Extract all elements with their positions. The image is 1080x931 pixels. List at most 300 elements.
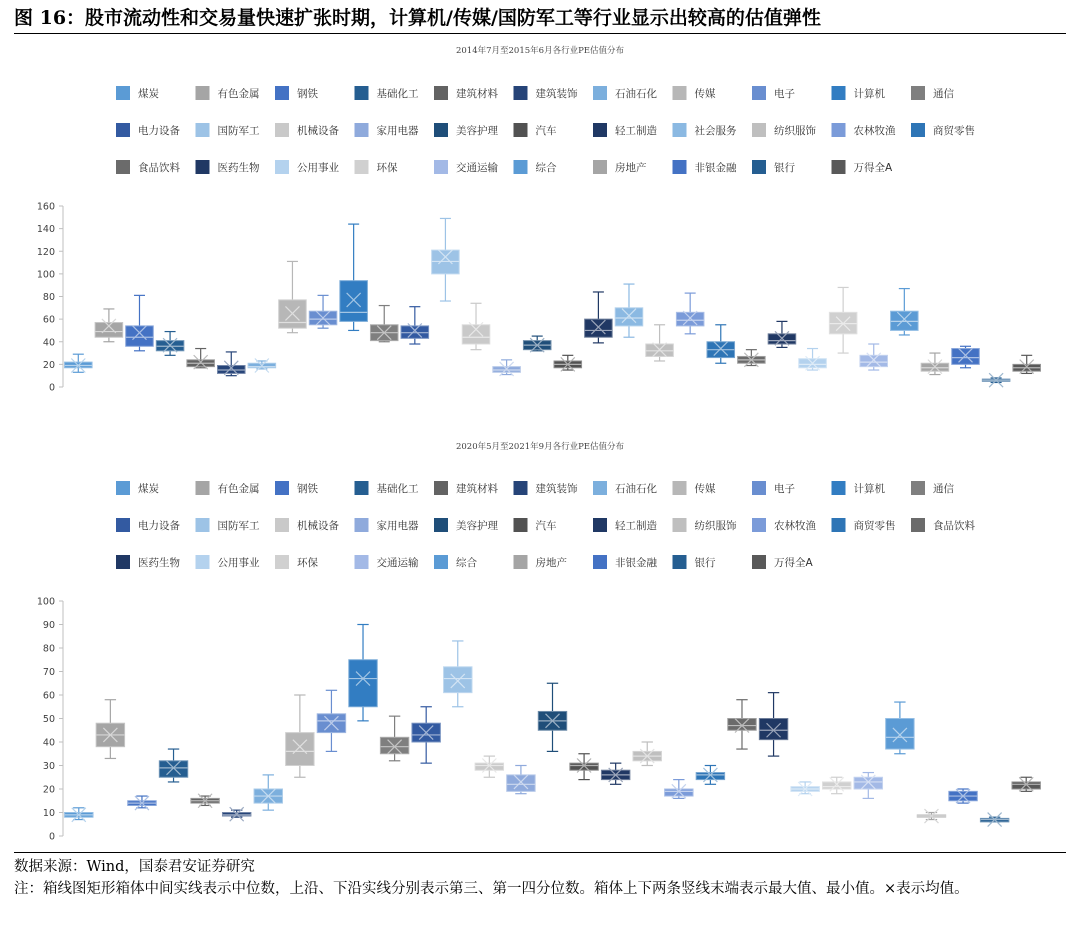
legend-swatch xyxy=(673,481,687,495)
legend-swatch xyxy=(434,555,448,569)
box-8 xyxy=(317,690,345,751)
legend-label: 煤炭 xyxy=(138,88,159,100)
legend-label: 纺织服饰 xyxy=(774,125,816,137)
iqr-box xyxy=(854,777,882,789)
box-21 xyxy=(728,700,756,749)
box-10 xyxy=(370,306,398,342)
legend-swatch xyxy=(514,160,528,174)
legend-label: 通信 xyxy=(933,483,954,495)
legend-label: 电力设备 xyxy=(138,520,180,532)
box-4 xyxy=(187,349,215,370)
legend-swatch xyxy=(911,518,925,532)
box-13 xyxy=(462,303,490,349)
legend-label: 食品饮料 xyxy=(933,520,975,532)
legend-swatch xyxy=(275,481,289,495)
legend-label: 万得全A xyxy=(853,162,893,174)
legend-label: 轻工制造 xyxy=(615,125,657,137)
box-29 xyxy=(980,813,1008,827)
legend-swatch xyxy=(355,123,369,137)
legend-item xyxy=(355,160,398,174)
legend-label: 国防军工 xyxy=(217,520,260,532)
legend-swatch xyxy=(434,518,448,532)
legend-swatch xyxy=(196,481,210,495)
legend-label: 基础化工 xyxy=(376,88,419,100)
legend-item xyxy=(434,481,498,495)
legend-item xyxy=(116,481,159,495)
legend-swatch xyxy=(434,481,448,495)
box-16 xyxy=(554,355,582,371)
legend-label: 传媒 xyxy=(694,88,716,100)
legend-swatch xyxy=(832,123,846,137)
box-4 xyxy=(191,794,219,808)
iqr-box xyxy=(159,761,187,777)
legend-item xyxy=(752,123,816,137)
legend-label: 非银金融 xyxy=(615,557,657,569)
box-5 xyxy=(222,807,250,821)
legend-label: 农林牧渔 xyxy=(853,125,896,137)
legend-swatch xyxy=(275,555,289,569)
legend-item xyxy=(752,518,816,532)
legend-item xyxy=(752,86,795,100)
legend-item xyxy=(116,123,180,137)
legend-swatch xyxy=(196,86,210,100)
legend-item xyxy=(434,160,498,174)
legend-swatch xyxy=(514,123,528,137)
y-tick-label: 20 xyxy=(42,359,55,371)
legend-item xyxy=(832,160,893,174)
box-18 xyxy=(633,742,661,766)
iqr-box xyxy=(696,773,724,780)
y-tick-label: 100 xyxy=(36,269,55,281)
y-tick-label: 80 xyxy=(42,292,55,303)
y-tick-label: 20 xyxy=(42,784,55,796)
legend-swatch xyxy=(196,518,210,532)
legend-label: 社会服务 xyxy=(694,125,737,137)
legend-label: 建筑装饰 xyxy=(535,88,578,100)
legend-swatch xyxy=(673,518,687,532)
legend-item xyxy=(593,86,657,100)
iqr-box xyxy=(1012,782,1040,789)
box-15 xyxy=(523,336,551,352)
legend-item xyxy=(673,555,716,569)
legend-label: 计算机 xyxy=(853,483,885,495)
legend-swatch xyxy=(593,123,607,137)
legend-item xyxy=(116,518,180,532)
data-source: 数据来源：Wind，国泰君安证券研究 xyxy=(14,859,255,875)
legend-item xyxy=(514,123,557,137)
legend-label: 美容护理 xyxy=(456,520,498,532)
legend-swatch xyxy=(355,555,369,569)
legend-label: 食品饮料 xyxy=(138,162,180,174)
legend-item xyxy=(832,518,896,532)
box-31 xyxy=(1013,355,1041,373)
legend-item xyxy=(593,555,657,569)
legend-item xyxy=(196,160,260,174)
legend-item xyxy=(275,160,339,174)
legend-item xyxy=(514,555,568,569)
legend-label: 综合 xyxy=(456,557,477,569)
legend-item xyxy=(355,555,419,569)
box-20 xyxy=(676,293,704,334)
legend-swatch xyxy=(116,86,130,100)
iqr-box xyxy=(507,775,535,791)
box-2 xyxy=(128,796,156,810)
box-9 xyxy=(340,224,368,330)
box-18 xyxy=(615,284,643,337)
legend-item xyxy=(832,123,896,137)
chart-note: 注：箱线图矩形箱体中间实线表示中位数，上沿、下沿实线分别表示第三、第一四分位数。箱体上下两条竖线末端表示最大值、最小值。×表示均值。 xyxy=(14,881,969,897)
box-17 xyxy=(585,292,613,343)
legend-swatch xyxy=(116,481,130,495)
legend-label: 公用事业 xyxy=(217,557,260,569)
chart-title: 2014年7月至2015年6月各行业PE估值分布 xyxy=(455,46,625,56)
legend-label: 通信 xyxy=(933,88,954,100)
legend-swatch xyxy=(673,86,687,100)
legend-item xyxy=(355,123,419,137)
box-12 xyxy=(432,218,460,301)
iqr-box xyxy=(462,325,490,344)
legend-item xyxy=(355,481,419,495)
box-24 xyxy=(823,777,851,793)
legend-item xyxy=(832,481,886,495)
y-tick-label: 60 xyxy=(42,314,55,326)
legend-label: 机械设备 xyxy=(297,520,339,532)
legend-label: 石油石化 xyxy=(615,88,657,100)
legend-label: 环保 xyxy=(297,557,318,569)
title-divider xyxy=(14,33,1066,34)
box-23 xyxy=(791,782,819,796)
legend-label: 医药生物 xyxy=(138,557,180,569)
chart-title: 2020年5月至2021年9月各行业PE估值分布 xyxy=(455,442,625,452)
legend-item xyxy=(275,481,318,495)
legend-item xyxy=(355,518,419,532)
legend-swatch xyxy=(832,86,846,100)
legend-label: 有色金属 xyxy=(217,483,260,495)
iqr-box xyxy=(759,719,787,740)
legend-swatch xyxy=(752,86,766,100)
iqr-box xyxy=(475,763,503,770)
legend-item xyxy=(196,86,260,100)
legend-swatch xyxy=(434,123,448,137)
legend-item xyxy=(673,518,737,532)
legend-swatch xyxy=(355,86,369,100)
legend-label: 非银金融 xyxy=(694,162,737,174)
legend-item xyxy=(434,86,498,100)
iqr-box xyxy=(952,349,980,365)
legend-swatch xyxy=(752,160,766,174)
legend-item xyxy=(673,123,737,137)
legend-swatch xyxy=(196,160,210,174)
box-26 xyxy=(860,344,888,370)
legend-swatch xyxy=(832,481,846,495)
legend-label: 房地产 xyxy=(615,162,647,174)
pe-boxplot-chart-2020-2021 xyxy=(0,432,1080,842)
iqr-box xyxy=(823,782,851,789)
legend-item xyxy=(593,481,657,495)
box-13 xyxy=(475,756,503,777)
legend-label: 万得全A xyxy=(774,557,813,569)
legend-swatch xyxy=(275,518,289,532)
y-tick-label: 0 xyxy=(48,382,55,394)
box-29 xyxy=(952,346,980,367)
legend-item xyxy=(196,555,260,569)
legend-item xyxy=(434,555,477,569)
legend-label: 基础化工 xyxy=(376,483,419,495)
legend-label: 轻工制造 xyxy=(615,520,657,532)
legend-swatch xyxy=(593,518,607,532)
box-24 xyxy=(799,349,827,371)
legend-item xyxy=(196,481,260,495)
legend-label: 电力设备 xyxy=(138,125,180,137)
box-16 xyxy=(570,754,598,780)
legend-item xyxy=(752,555,813,569)
legend-label: 商贸零售 xyxy=(933,125,975,137)
iqr-box xyxy=(126,326,154,346)
box-30 xyxy=(1012,777,1040,791)
box-17 xyxy=(601,763,629,784)
box-28 xyxy=(921,353,949,374)
box-11 xyxy=(412,707,440,763)
legend-swatch xyxy=(752,123,766,137)
box-27 xyxy=(917,809,945,823)
legend-swatch xyxy=(275,160,289,174)
legend-swatch xyxy=(514,86,528,100)
box-23 xyxy=(768,321,796,347)
legend-swatch xyxy=(832,518,846,532)
box-6 xyxy=(254,775,282,810)
legend-swatch xyxy=(196,123,210,137)
legend-swatch xyxy=(911,86,925,100)
figure-title: 图 16：股市流动性和交易量快速扩张时期，计算机/传媒/国防军工等行业显示出较高的估值弹性 xyxy=(14,7,821,29)
legend-label: 房地产 xyxy=(535,557,567,569)
legend-label: 综合 xyxy=(535,162,557,174)
legend-label: 环保 xyxy=(376,162,398,174)
legend-swatch xyxy=(116,123,130,137)
box-15 xyxy=(538,683,566,751)
legend-swatch xyxy=(832,160,846,174)
box-22 xyxy=(738,350,766,367)
y-tick-label: 70 xyxy=(42,667,55,678)
legend-label: 汽车 xyxy=(535,125,557,137)
box-30 xyxy=(982,373,1010,387)
y-tick-label: 30 xyxy=(42,761,55,772)
box-7 xyxy=(279,261,307,332)
iqr-box xyxy=(676,312,704,326)
legend-label: 家用电器 xyxy=(376,520,419,532)
y-tick-label: 140 xyxy=(36,224,55,236)
legend-swatch xyxy=(752,518,766,532)
legend-item xyxy=(514,518,557,532)
legend-swatch xyxy=(116,160,130,174)
legend-item xyxy=(275,123,339,137)
legend-swatch xyxy=(275,86,289,100)
legend-item xyxy=(911,123,975,137)
iqr-box xyxy=(286,733,314,766)
legend-item xyxy=(911,86,954,100)
legend-swatch xyxy=(752,555,766,569)
y-tick-label: 40 xyxy=(42,737,55,749)
legend-swatch xyxy=(911,481,925,495)
legend-item xyxy=(434,518,498,532)
legend-label: 有色金属 xyxy=(217,88,260,100)
box-19 xyxy=(665,780,693,799)
box-3 xyxy=(156,332,184,356)
legend-swatch xyxy=(355,160,369,174)
y-tick-label: 100 xyxy=(36,596,55,608)
box-19 xyxy=(646,325,674,361)
box-10 xyxy=(380,716,408,761)
legend-label: 钢铁 xyxy=(297,483,318,495)
box-5 xyxy=(217,352,245,376)
legend-item xyxy=(673,481,716,495)
legend-label: 建筑装饰 xyxy=(535,483,578,495)
legend-label: 建筑材料 xyxy=(456,88,498,100)
legend-item xyxy=(514,160,557,174)
box-20 xyxy=(696,766,724,785)
legend-label: 公用事业 xyxy=(297,162,339,174)
legend-item xyxy=(355,86,419,100)
y-tick-label: 60 xyxy=(42,690,55,702)
box-26 xyxy=(886,702,914,754)
box-8 xyxy=(309,295,337,328)
iqr-box xyxy=(860,355,888,366)
legend-item xyxy=(911,518,975,532)
iqr-box xyxy=(585,319,613,337)
legend-label: 医药生物 xyxy=(217,162,260,174)
legend-label: 银行 xyxy=(774,162,795,174)
legend-swatch xyxy=(593,86,607,100)
legend-label: 家用电器 xyxy=(376,125,419,137)
box-1 xyxy=(96,700,124,759)
legend-item xyxy=(116,555,180,569)
legend-label: 煤炭 xyxy=(138,483,159,495)
legend-item xyxy=(275,518,339,532)
legend-label: 钢铁 xyxy=(297,88,318,100)
y-tick-label: 120 xyxy=(36,246,55,258)
box-14 xyxy=(507,766,535,794)
box-25 xyxy=(854,773,882,799)
box-0 xyxy=(65,354,93,372)
legend-label: 传媒 xyxy=(694,483,716,495)
legend-label: 汽车 xyxy=(535,520,557,532)
legend-swatch xyxy=(514,518,528,532)
box-28 xyxy=(949,789,977,803)
legend-item xyxy=(275,86,318,100)
legend-swatch xyxy=(196,555,210,569)
y-tick-label: 10 xyxy=(42,808,55,819)
legend-label: 农林牧渔 xyxy=(774,520,816,532)
legend-label: 交通运输 xyxy=(456,162,498,174)
legend-item xyxy=(196,123,260,137)
legend-swatch xyxy=(434,160,448,174)
legend-item xyxy=(116,86,159,100)
legend-swatch xyxy=(593,555,607,569)
legend-item xyxy=(116,160,180,174)
box-0 xyxy=(65,808,93,822)
box-12 xyxy=(444,641,472,707)
legend-label: 计算机 xyxy=(853,88,885,100)
legend-swatch xyxy=(275,123,289,137)
legend-item xyxy=(752,481,795,495)
legend-item xyxy=(832,86,886,100)
box-7 xyxy=(286,695,314,777)
legend-label: 石油石化 xyxy=(615,483,657,495)
iqr-box xyxy=(349,660,377,707)
box-21 xyxy=(707,325,735,363)
footer-divider xyxy=(14,852,1066,853)
legend-swatch xyxy=(514,481,528,495)
legend-label: 电子 xyxy=(774,88,795,100)
legend-item xyxy=(673,86,716,100)
legend-swatch xyxy=(434,86,448,100)
y-tick-label: 80 xyxy=(42,643,55,655)
legend-item xyxy=(911,481,954,495)
y-tick-label: 40 xyxy=(42,337,55,349)
box-1 xyxy=(95,309,123,342)
legend-label: 交通运输 xyxy=(376,557,419,569)
legend-swatch xyxy=(355,481,369,495)
legend-item xyxy=(514,481,578,495)
iqr-box xyxy=(95,323,123,338)
legend-swatch xyxy=(355,518,369,532)
legend-swatch xyxy=(673,123,687,137)
legend-item xyxy=(593,123,657,137)
pe-boxplot-chart-2014-2015 xyxy=(0,36,1080,416)
y-tick-label: 90 xyxy=(42,620,55,631)
box-22 xyxy=(759,693,787,756)
iqr-box xyxy=(444,667,472,693)
legend-label: 纺织服饰 xyxy=(694,520,737,532)
box-25 xyxy=(829,287,857,353)
box-27 xyxy=(891,289,919,335)
legend-label: 美容护理 xyxy=(456,125,498,137)
legend-swatch xyxy=(911,123,925,137)
legend-item xyxy=(593,518,657,532)
iqr-box xyxy=(615,308,643,326)
legend-swatch xyxy=(593,160,607,174)
legend-swatch xyxy=(752,481,766,495)
y-tick-label: 160 xyxy=(36,201,55,213)
legend-item xyxy=(514,86,578,100)
legend-item xyxy=(434,123,498,137)
box-14 xyxy=(493,360,521,376)
legend-label: 建筑材料 xyxy=(456,483,498,495)
legend-label: 国防军工 xyxy=(217,125,260,137)
legend-item xyxy=(752,160,795,174)
legend-swatch xyxy=(514,555,528,569)
y-tick-label: 0 xyxy=(48,831,55,842)
legend-swatch xyxy=(673,160,687,174)
y-tick-label: 50 xyxy=(42,714,55,725)
legend-label: 银行 xyxy=(694,557,716,569)
legend-label: 机械设备 xyxy=(297,125,339,137)
legend-item xyxy=(593,160,647,174)
legend-swatch xyxy=(673,555,687,569)
iqr-box xyxy=(380,737,408,753)
box-2 xyxy=(126,295,154,350)
legend-label: 商贸零售 xyxy=(853,520,896,532)
iqr-box xyxy=(728,719,756,731)
iqr-box xyxy=(340,281,368,322)
legend-swatch xyxy=(593,481,607,495)
legend-item xyxy=(275,555,318,569)
box-9 xyxy=(349,625,377,721)
iqr-box xyxy=(570,763,598,770)
legend-item xyxy=(673,160,737,174)
legend-item xyxy=(196,518,260,532)
iqr-box xyxy=(886,719,914,750)
iqr-box xyxy=(665,789,693,796)
